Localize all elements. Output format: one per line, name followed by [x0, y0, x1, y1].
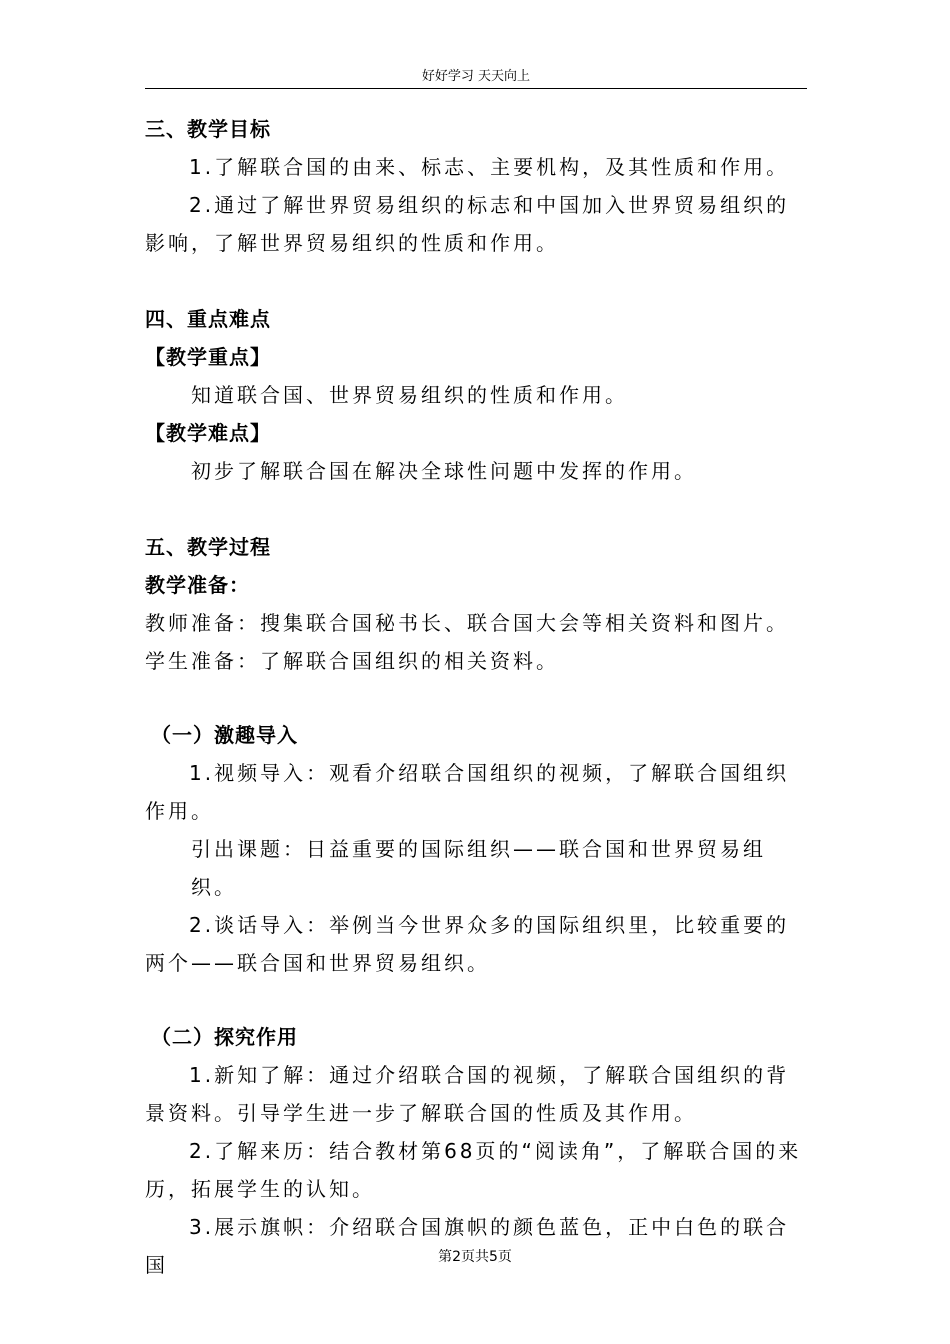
prep-label: 教学准备： — [145, 573, 250, 597]
part-1-item-1: 1.视频导入：观看介绍联合国组织的视频，了解联合国组织作用。 — [145, 761, 790, 823]
section-3-title: 三、教学目标 — [145, 117, 271, 141]
page-number: 第2页共5页 — [438, 1249, 512, 1265]
part-2-item-3: 3.展示旗帜：介绍联合国旗帜的颜色蓝色，正中白色的联合国 — [145, 1215, 790, 1277]
part-1-item-2: 2.谈话导入：举例当今世界众多的国际组织里，比较重要的两个——联合国和世界贸易组织。 — [145, 913, 790, 975]
part-2-item-1: 1.新知了解：通过介绍联合国的视频，了解联合国组织的背景资料。引导学生进一步了解联合国的性质及其作用。 — [145, 1063, 790, 1125]
header-divider — [145, 88, 807, 89]
part-1-title: （一）激趣导入 — [151, 723, 298, 747]
part-1-lead: 引出课题：日益重要的国际组织——联合国和世界贸易组织。 — [191, 837, 766, 899]
section-3-item-1: 1.了解联合国的由来、标志、主要机构，及其性质和作用。 — [189, 155, 790, 179]
section-5-title: 五、教学过程 — [145, 535, 271, 559]
key-points-label: 【教学重点】 — [145, 345, 271, 369]
difficult-points-text: 初步了解联合国在解决全球性问题中发挥的作用。 — [191, 459, 697, 483]
key-points-text: 知道联合国、世界贸易组织的性质和作用。 — [191, 383, 628, 407]
student-prep: 学生准备：了解联合国组织的相关资料。 — [145, 649, 559, 673]
part-2-title: （二）探究作用 — [151, 1025, 298, 1049]
teacher-prep: 教师准备：搜集联合国秘书长、联合国大会等相关资料和图片。 — [145, 611, 789, 635]
difficult-points-label: 【教学难点】 — [145, 421, 271, 445]
page-header: 好好学习 天天向上 — [421, 69, 531, 84]
document-body — [145, 110, 807, 1284]
section-3-item-2: 2.通过了解世界贸易组织的标志和中国加入世界贸易组织的影响，了解世界贸易组织的性质和作用。 — [145, 193, 790, 255]
section-4-title: 四、重点难点 — [145, 307, 271, 331]
part-2-item-2: 2.了解来历：结合教材第68页的“阅读角”，了解联合国的来历，拓展学生的认知。 — [145, 1139, 802, 1201]
